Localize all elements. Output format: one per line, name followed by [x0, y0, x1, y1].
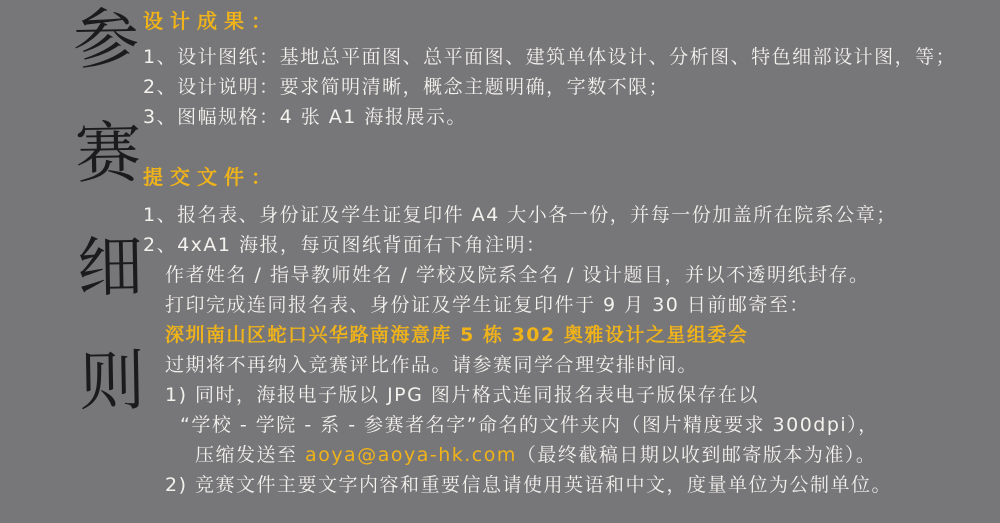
poster-back-label-detail: 作者姓名 / 指导教师姓名 / 学校及院系全名 / 设计题目，并以不透明纸封存。	[165, 264, 870, 286]
deliverables-item-drawings: 1、设计图纸：基地总平面图、总平面图、建筑单体设计、分析图、特色细部设计图，等；	[143, 46, 957, 68]
vertical-page-title: 参赛细则	[61, 3, 146, 461]
mailing-instruction: 打印完成连同报名表、身份证及学生证复印件于 9 月 30 日前邮寄至：	[165, 294, 810, 316]
deliverables-section-heading: 设计成果：	[143, 9, 278, 33]
deadline-note: 过期将不再纳入竞赛评比作品。请参赛同学合理安排时间。	[165, 354, 699, 376]
digital-copy-note-line2: “学校 - 学院 - 系 - 参赛者名字”命名的文件夹内（图片精度要求 300dpi），	[180, 414, 879, 436]
language-units-note: 2) 竞赛文件主要文字内容和重要信息请使用英语和中文，度量单位为公制单位。	[165, 474, 893, 496]
digital-copy-note-line1: 1) 同时，海报电子版以 JPG 图片格式连同报名表电子版保存在以	[165, 384, 759, 406]
mailing-address: 深圳南山区蛇口兴华路南海意库 5 栋 302 奥雅设计之星组委会	[165, 324, 749, 346]
committee-email-address: aoya@aoya-hk.com	[305, 444, 517, 466]
digital-copy-note-line3	[143, 440, 993, 470]
deliverables-item-description: 2、设计说明：要求简明清晰，概念主题明确，字数不限；	[143, 76, 670, 98]
submission-section-heading: 提交文件：	[143, 165, 278, 189]
submission-item-posters: 2、4xA1 海报，每页图纸背面右下角注明：	[143, 234, 547, 256]
email-send-prefix: 压缩发送至	[195, 444, 306, 466]
rules-content	[143, 6, 993, 500]
deliverables-item-format: 3、图幅规格：4 张 A1 海报展示。	[143, 106, 467, 128]
submission-item-forms: 1、报名表、身份证及学生证复印件 A4 大小各一份，并每一份加盖所在院系公章；	[143, 204, 897, 226]
email-send-suffix: （最终截稿日期以收到邮寄版本为准）。	[516, 444, 877, 466]
